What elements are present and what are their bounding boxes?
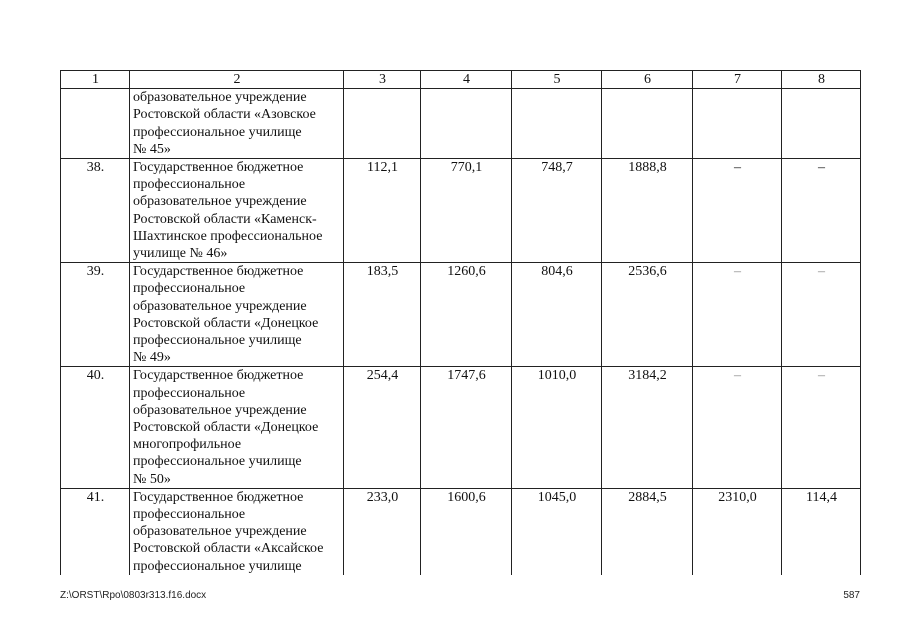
- value-cell: 770,1: [421, 159, 512, 263]
- value-cell: [512, 89, 602, 159]
- page-number: 587: [843, 590, 860, 601]
- value-cell: 233,0: [344, 488, 421, 575]
- column-header: 8: [782, 71, 861, 89]
- file-path-footer: Z:\ORST\Rpo\0803r313.f16.docx: [60, 590, 207, 601]
- value-cell: [693, 89, 782, 159]
- value-cell: 1010,0: [512, 367, 602, 488]
- value-cell: 254,4: [344, 367, 421, 488]
- column-header: 5: [512, 71, 602, 89]
- value-cell: 183,5: [344, 263, 421, 367]
- row-number: 40.: [61, 367, 130, 488]
- column-header: 2: [130, 71, 344, 89]
- column-header: 1: [61, 71, 130, 89]
- table-row: [61, 488, 861, 575]
- table-row: [61, 367, 861, 488]
- value-cell: 2310,0: [693, 488, 782, 575]
- institution-name: Государственное бюджетное профессиональное образовательное учреждение Ростовской области «Каменск- Шахтинское профессиональное училище № 46»: [130, 159, 344, 263]
- institution-name: Государственное бюджетное профессиональное образовательное учреждение Ростовской области «Донецкое многопрофильное профессиональное училище № 50»: [130, 367, 344, 488]
- value-cell: –: [693, 367, 782, 488]
- value-cell: 114,4: [782, 488, 861, 575]
- value-cell: 748,7: [512, 159, 602, 263]
- institution-name: Государственное бюджетное профессиональное образовательное учреждение Ростовской области «Аксайское профессиональное училище: [130, 488, 344, 575]
- column-header: 7: [693, 71, 782, 89]
- value-cell: –: [782, 263, 861, 367]
- budget-table: [60, 70, 861, 575]
- table-row: [61, 263, 861, 367]
- row-number: 41.: [61, 488, 130, 575]
- institution-name: образовательное учреждение Ростовской области «Азовское профессиональное училище № 45»: [130, 89, 344, 159]
- value-cell: 804,6: [512, 263, 602, 367]
- column-header: 4: [421, 71, 512, 89]
- value-cell: 1260,6: [421, 263, 512, 367]
- value-cell: 1045,0: [512, 488, 602, 575]
- value-cell: –: [693, 263, 782, 367]
- column-number-header-row: [61, 71, 861, 89]
- value-cell: 2884,5: [602, 488, 693, 575]
- value-cell: [782, 89, 861, 159]
- value-cell: 1600,6: [421, 488, 512, 575]
- table-row: [61, 89, 861, 159]
- value-cell: 1888,8: [602, 159, 693, 263]
- value-cell: –: [782, 159, 861, 263]
- value-cell: 112,1: [344, 159, 421, 263]
- value-cell: 2536,6: [602, 263, 693, 367]
- row-number: 39.: [61, 263, 130, 367]
- table-row: [61, 159, 861, 263]
- row-number: 38.: [61, 159, 130, 263]
- column-header: 6: [602, 71, 693, 89]
- value-cell: –: [693, 159, 782, 263]
- value-cell: 1747,6: [421, 367, 512, 488]
- value-cell: [344, 89, 421, 159]
- value-cell: 3184,2: [602, 367, 693, 488]
- row-number: [61, 89, 130, 159]
- column-header: 3: [344, 71, 421, 89]
- institution-name: Государственное бюджетное профессиональное образовательное учреждение Ростовской области «Донецкое профессиональное училище № 49»: [130, 263, 344, 367]
- value-cell: –: [782, 367, 861, 488]
- value-cell: [421, 89, 512, 159]
- value-cell: [602, 89, 693, 159]
